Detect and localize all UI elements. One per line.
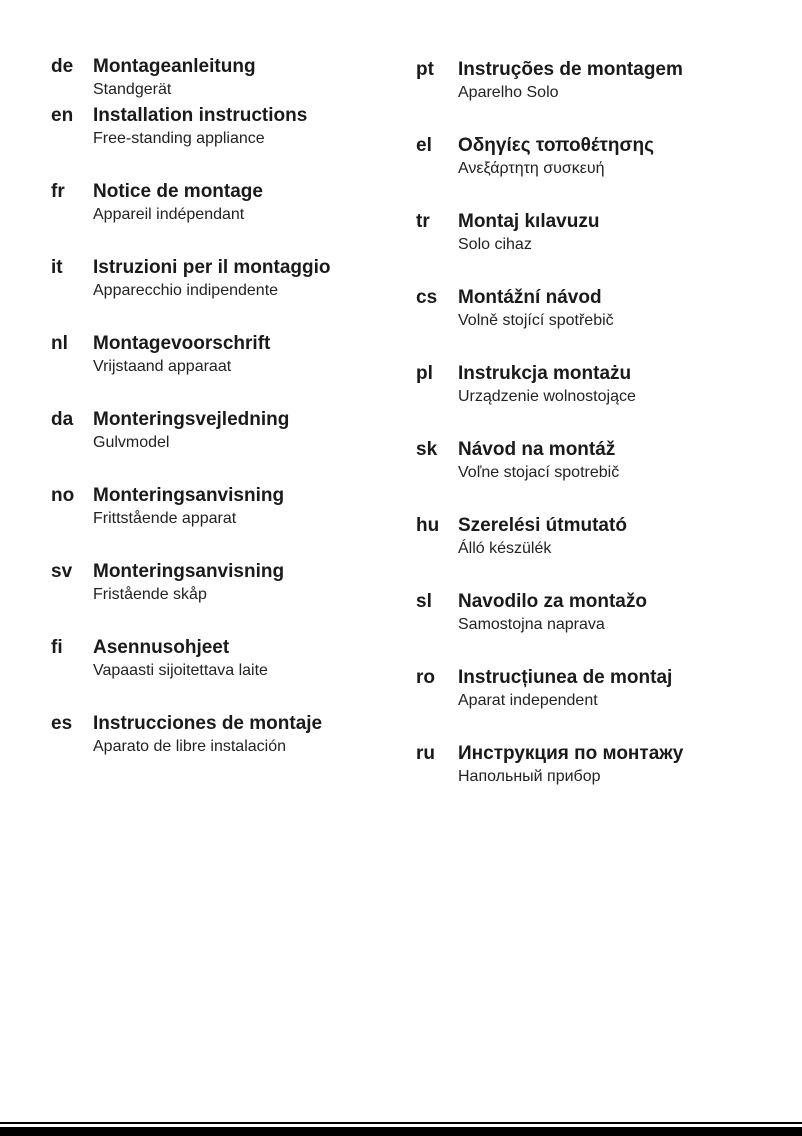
language-code: fr (51, 181, 65, 202)
entry-subtitle: Aparat independent (458, 692, 598, 709)
entry-subtitle: Volně stojící spotřebič (458, 312, 614, 329)
language-entry-pl (416, 362, 776, 408)
entry-subtitle: Vrijstaand apparaat (93, 358, 232, 375)
language-code: el (416, 135, 432, 156)
entry-title: Navodilo za montažo (458, 591, 647, 612)
footer-rule (0, 1122, 802, 1124)
language-entry-sk (416, 438, 776, 484)
language-code: es (51, 713, 73, 734)
language-code: ro (416, 667, 435, 688)
language-entry-ro (416, 666, 776, 712)
language-entry-pt (416, 58, 776, 104)
entry-title: Szerelési útmutató (458, 515, 627, 536)
entry-subtitle: Fristående skåp (93, 586, 207, 603)
language-code: it (51, 257, 63, 278)
language-entry-fr (51, 180, 396, 226)
entry-title: Instrucțiunea de montaj (458, 667, 673, 688)
language-entry-nl (51, 332, 396, 378)
entry-subtitle: Apparecchio indipendente (93, 282, 279, 299)
language-entry-el (416, 134, 776, 180)
entry-title: Montážní návod (458, 287, 602, 308)
entry-title: Montageanleitung (93, 56, 256, 77)
language-code: sv (51, 561, 73, 582)
language-entry-hu (416, 514, 776, 560)
entry-title: Οδηγίες τοποθέτησης (458, 135, 654, 156)
language-entry-da (51, 408, 396, 454)
language-entry-tr (416, 210, 776, 256)
language-code: pl (416, 363, 433, 384)
language-code: cs (416, 287, 438, 308)
entry-title: Installation instructions (93, 105, 308, 126)
entry-subtitle: Samostojna naprava (458, 616, 605, 633)
language-code: fi (51, 637, 63, 658)
language-entry-sv (51, 560, 396, 606)
language-code: sl (416, 591, 432, 612)
language-entry-sl (416, 590, 776, 636)
entry-title: Instruções de montagem (458, 59, 683, 80)
language-code: ru (416, 743, 435, 764)
entry-title: Инструкция по монтажу (458, 743, 684, 764)
language-code: hu (416, 515, 440, 536)
language-entry-fi (51, 636, 396, 682)
entry-subtitle: Solo cihaz (458, 236, 532, 253)
language-code: da (51, 409, 74, 430)
language-entry-es (51, 712, 396, 758)
entry-subtitle: Aparato de libre instalación (93, 738, 287, 755)
language-code: en (51, 105, 74, 126)
entry-subtitle: Free-standing appliance (93, 130, 265, 147)
language-column-left (51, 55, 396, 788)
language-code: tr (416, 211, 430, 232)
language-entry-it (51, 256, 396, 302)
language-column-right (416, 58, 776, 818)
entry-subtitle: Urządzenie wolnostojące (458, 388, 636, 405)
language-code: pt (416, 59, 434, 80)
entry-subtitle: Gulvmodel (93, 434, 170, 451)
entry-subtitle: Álló készülék (458, 540, 552, 557)
language-entry-ru (416, 742, 776, 788)
entry-subtitle: Ανεξάρτητη συσκευή (458, 160, 605, 177)
entry-title: Monteringsanvisning (93, 561, 285, 582)
entry-title: Instrucciones de montaje (93, 713, 323, 734)
language-code: de (51, 56, 74, 77)
entry-title: Notice de montage (93, 181, 263, 202)
entry-subtitle: Standgerät (93, 81, 172, 98)
entry-title: Montaj kılavuzu (458, 211, 600, 232)
entry-subtitle: Aparelho Solo (458, 84, 559, 101)
entry-subtitle: Appareil indépendant (93, 206, 245, 223)
language-entry-en (51, 104, 396, 150)
language-code: nl (51, 333, 68, 354)
entry-title: Asennusohjeet (93, 637, 230, 658)
language-entry-cs (416, 286, 776, 332)
entry-subtitle: Vapaasti sijoitettava laite (93, 662, 268, 679)
entry-subtitle: Напольный прибор (458, 768, 601, 785)
language-entry-no (51, 484, 396, 530)
entry-subtitle: Frittstående apparat (93, 510, 237, 527)
entry-title: Istruzioni per il montaggio (93, 257, 331, 278)
language-code: sk (416, 439, 438, 460)
footer-bar (0, 1127, 802, 1136)
entry-title: Monteringsvejledning (93, 409, 290, 430)
language-entry-de (51, 55, 396, 101)
entry-title: Instrukcja montażu (458, 363, 632, 384)
entry-subtitle: Voľne stojací spotrebič (458, 464, 620, 481)
entry-title: Montagevoorschrift (93, 333, 271, 354)
entry-title: Monteringsanvisning (93, 485, 285, 506)
entry-title: Návod na montáž (458, 439, 616, 460)
language-code: no (51, 485, 75, 506)
